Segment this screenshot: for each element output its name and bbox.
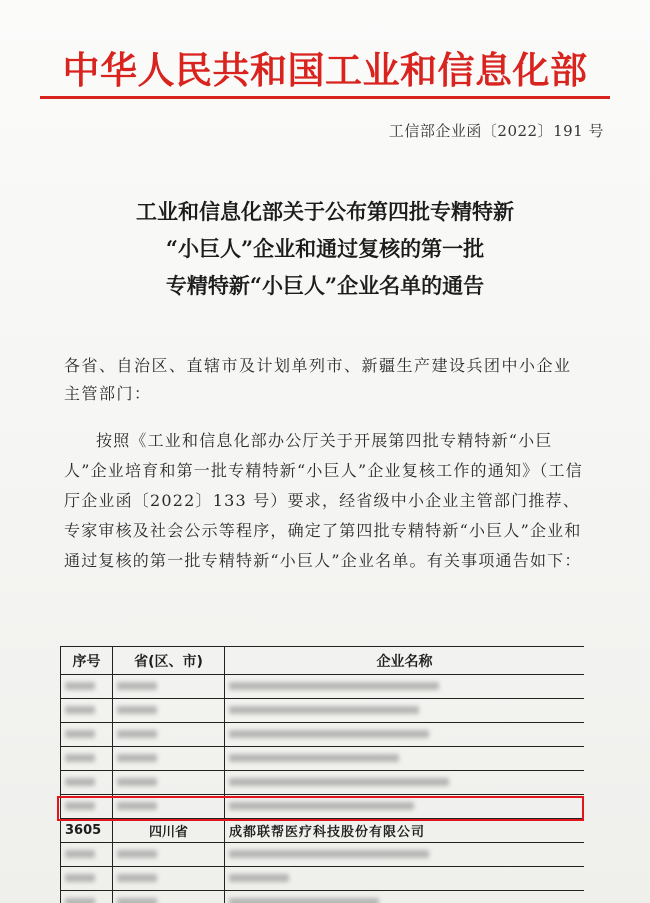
table-row-blurred [61,771,585,795]
notice-title [0,193,650,304]
header-province: 省(区、市) [113,647,225,675]
header-company: 企业名称 [225,647,585,675]
highlight-box [57,796,584,821]
table-row-blurred [61,867,585,891]
cell-province: 四川省 [113,819,225,843]
addressee-text: 各省、自治区、直辖市及计划单列市、新疆生产建设兵团中小企业主管部门： [64,356,572,403]
header-serial: 序号 [61,647,113,675]
table-row-blurred [61,747,585,771]
table-header-row [61,647,585,675]
table-row-blurred [61,891,585,903]
header-red-rule [40,96,610,99]
ministry-header: 中华人民共和国工业和信息化部 [62,49,588,92]
table-row-blurred [61,843,585,867]
table-row-highlighted [61,819,585,843]
company-list-table [60,646,584,903]
notice-title-line-3: 专精特新“小巨人”企业名单的通告 [165,273,485,298]
table-row-blurred [61,675,585,699]
cell-serial: 3605 [61,819,113,843]
table-row-blurred [61,723,585,747]
body-paragraph: 按照《工业和信息化部办公厅关于开展第四批专精特新“小巨人”企业培育和第一批专精特新“小巨人”企业复核工作的通知》（工信厅企业函〔2022〕133 号）要求，经省级中小企业主管部门推荐、专家审核及社会公示等程序，确定了第四批专精特新“小巨人”企业和通过复核的第一批专精特新“小巨人”企业名单。有关事项通告如下： [64,431,583,570]
company-list-table-wrapper [60,646,584,903]
notice-title-line-1: 工业和信息化部关于公布第四批专精特新 [136,199,514,224]
cell-company: 成都联帮医疗科技股份有限公司 [225,819,585,843]
table-row-blurred [61,699,585,723]
document-number: 工信部企业函〔2022〕191 号 [388,122,604,140]
notice-title-line-2: “小巨人”企业和通过复核的第一批 [165,236,485,261]
